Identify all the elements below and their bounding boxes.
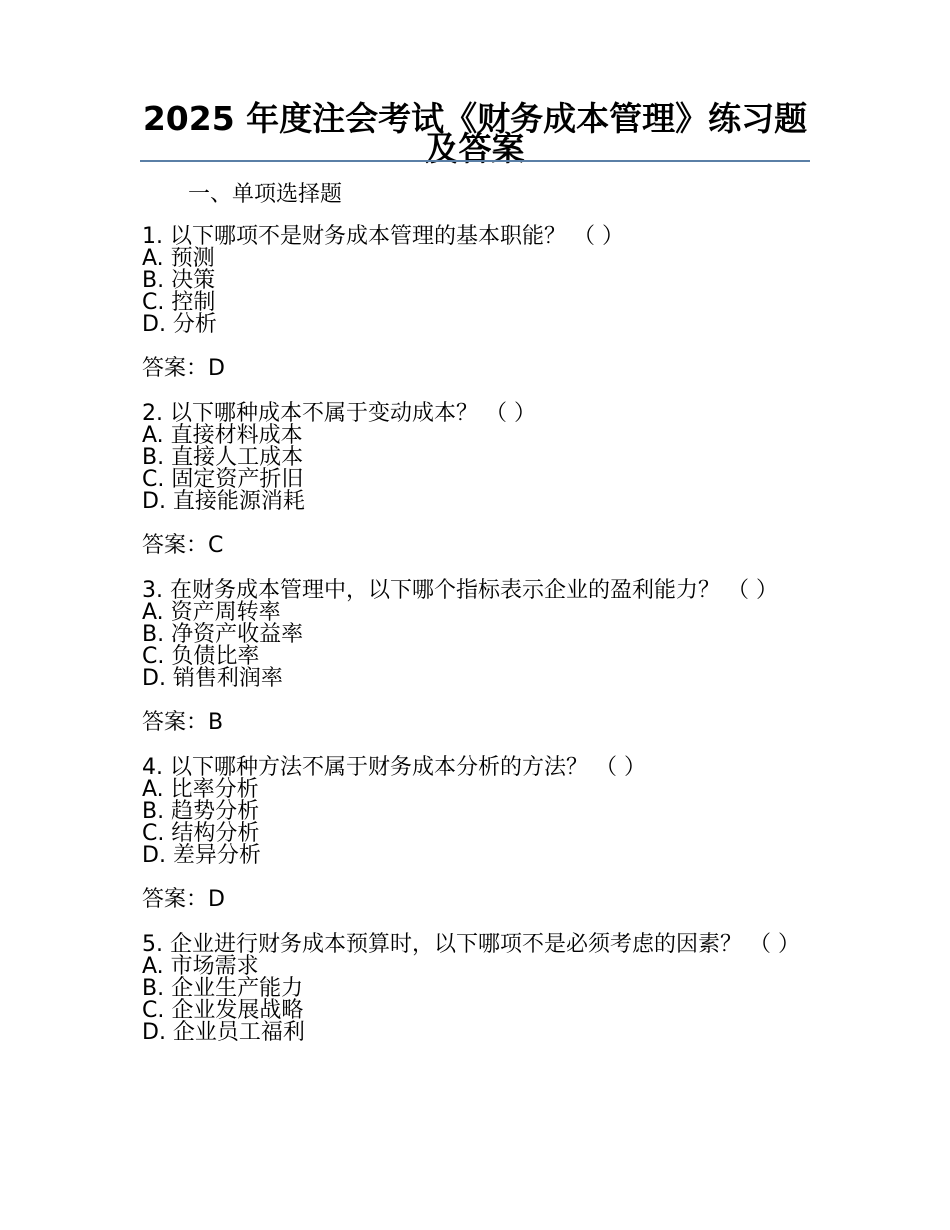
question-text: 1. 以下哪项不是财务成本管理的基本职能？ （ ）	[142, 224, 624, 249]
answer: 答案：D	[142, 887, 225, 912]
option-a: A. 比率分析	[142, 777, 259, 802]
question-3	[142, 580, 792, 734]
option-b: B. 趋势分析	[142, 799, 260, 824]
option-c: C. 结构分析	[142, 821, 260, 846]
option-d: D. 差异分析	[142, 843, 261, 868]
question-4	[142, 757, 792, 911]
question-list	[142, 224, 800, 1045]
option-c: C. 负债比率	[142, 644, 260, 669]
question-text: 3. 在财务成本管理中，以下哪个指标表示企业的盈利能力？ （ ）	[142, 578, 778, 603]
document-title: 2025 年度注会考试《财务成本管理》练习题及答案	[142, 99, 808, 168]
option-a: A. 市场需求	[142, 954, 259, 979]
question-2	[142, 403, 792, 557]
option-c: C. 固定资产折旧	[142, 467, 304, 492]
option-c: C. 企业发展战略	[142, 998, 304, 1023]
answer: 答案：C	[142, 533, 224, 558]
option-c: C. 控制	[142, 290, 216, 315]
option-d: D. 直接能源消耗	[142, 489, 305, 514]
question-text: 4. 以下哪种方法不属于财务成本分析的方法？ （ ）	[142, 755, 646, 780]
option-d: D. 企业员工福利	[142, 1020, 305, 1045]
question-1	[142, 226, 792, 380]
question-text: 5. 企业进行财务成本预算时，以下哪项不是必须考虑的因素？ （ ）	[142, 932, 800, 957]
title-underline	[140, 160, 810, 162]
answer: 答案：D	[142, 356, 225, 381]
answer: 答案：B	[142, 710, 224, 735]
question-5	[142, 932, 800, 1045]
section-heading: 一、单项选择题	[188, 182, 343, 207]
question-text: 2. 以下哪种成本不属于变动成本？ （ ）	[142, 401, 536, 426]
option-d: D. 分析	[142, 312, 217, 337]
option-b: B. 直接人工成本	[142, 445, 304, 470]
option-a: A. 资产周转率	[142, 600, 281, 625]
option-d: D. 销售利润率	[142, 666, 283, 691]
option-b: B. 企业生产能力	[142, 976, 304, 1001]
option-b: B. 决策	[142, 268, 216, 293]
option-b: B. 净资产收益率	[142, 622, 304, 647]
option-a: A. 直接材料成本	[142, 423, 303, 448]
option-a: A. 预测	[142, 246, 215, 271]
